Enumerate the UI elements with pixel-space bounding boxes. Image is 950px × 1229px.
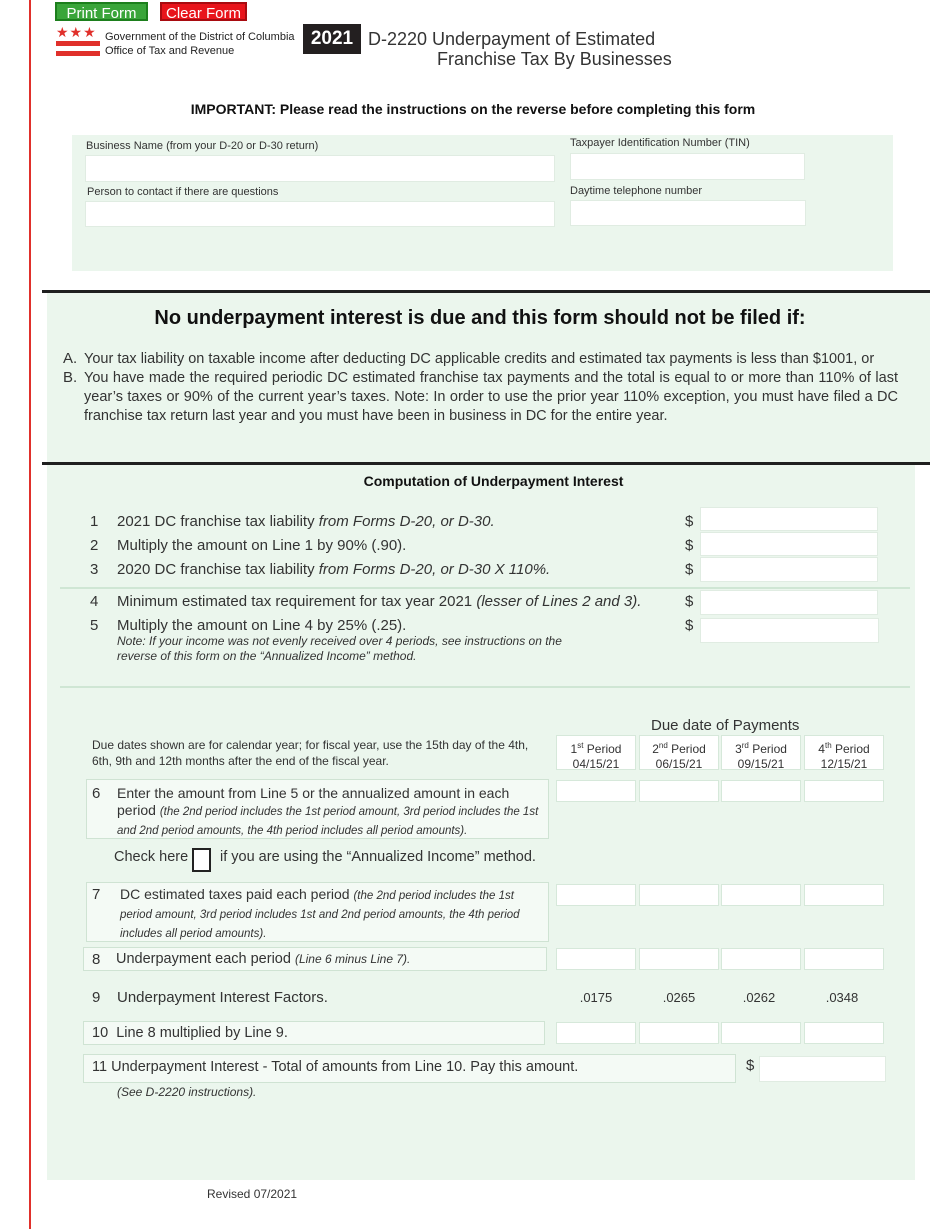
line-10-period-1-output[interactable] <box>556 1022 636 1044</box>
line-6-number: 6 <box>92 785 101 802</box>
clear-form-button[interactable]: Clear Form <box>160 2 247 21</box>
period-1-label: Period <box>583 742 622 756</box>
interest-factor-period-3: .0262 <box>742 990 776 1005</box>
tin-label: Taxpayer Identification Number (TIN) <box>570 137 750 149</box>
line-6-period-1-input[interactable] <box>556 780 636 802</box>
line-11-label: Underpayment Interest - Total of amounts from Line 10. Pay this amount. <box>111 1059 579 1075</box>
period-3-date: 09/15/21 <box>737 757 785 771</box>
line-5-text: Multiply the amount on Line 4 by 25% (.25). <box>117 617 407 634</box>
period-4-suffix: th <box>824 741 832 750</box>
line-6-period-3-input[interactable] <box>721 780 801 802</box>
line-4-source: (lesser of Lines 2 and 3). <box>476 593 642 610</box>
fiscal-year-note: Due dates shown are for calendar year; for fiscal year, use the 15th day of the 4th, 6th, 9th and 12th months after the end of the fiscal year. <box>92 738 529 768</box>
line-10-number: 10 <box>92 1025 109 1041</box>
important-notice: IMPORTANT: Please read the instructions on the reverse before completing this form <box>190 101 756 117</box>
line-6-note: (the 2nd period includes the 1st period amount, 3rd period includes the 1st and 2nd period amounts, the 4th period includes all period amounts). <box>117 806 539 837</box>
revision-date: Revised 07/2021 <box>207 1187 298 1201</box>
line-1-number: 1 <box>90 513 99 530</box>
line-9-number: 9 <box>92 989 101 1006</box>
line-2-input[interactable] <box>700 532 878 556</box>
line-3-label: 2020 DC franchise tax liability <box>117 561 319 578</box>
period-4-ordinal: 4 <box>818 742 825 756</box>
agency-name <box>105 30 295 58</box>
form-subtitle: Franchise Tax By Businesses <box>437 49 672 69</box>
period-2-header <box>639 735 719 770</box>
line-5-input[interactable] <box>700 618 879 643</box>
period-4-header <box>804 735 884 770</box>
line-5-number: 5 <box>90 617 99 634</box>
period-1-header <box>556 735 636 770</box>
phone-input[interactable] <box>570 200 806 226</box>
period-2-ordinal: 2 <box>652 742 659 756</box>
line-7-period-4-input[interactable] <box>804 884 884 906</box>
line-11-note: (See D-2220 instructions). <box>117 1085 257 1099</box>
period-4-label: Period <box>831 742 870 756</box>
form-title: D-2220 Underpayment of Estimated <box>368 29 656 49</box>
line-11-total-input[interactable] <box>759 1056 886 1082</box>
line-7-period-2-input[interactable] <box>639 884 719 906</box>
line-6-label: Enter the amount from Line 5 or the annualized amount in each period <box>117 785 510 818</box>
check-here-label: Check here <box>114 849 189 865</box>
line-7-number: 7 <box>92 886 101 903</box>
line-1-label: 2021 DC franchise tax liability <box>117 513 319 530</box>
line-2-text: Multiply the amount on Line 1 by 90% (.90). <box>117 537 407 554</box>
dc-flag-stars-icon: ★★★ <box>56 24 97 40</box>
due-date-header: Due date of Payments <box>651 717 800 734</box>
divider <box>60 686 910 688</box>
period-2-suffix: nd <box>658 741 668 750</box>
item-a-text: Your tax liability on taxable income after deducting DC applicable credits and estimated tax payments is less than $1001, or <box>84 351 875 367</box>
line-10-period-3-output[interactable] <box>721 1022 801 1044</box>
business-name-label: Business Name (from your D-20 or D-30 return) <box>86 140 319 152</box>
line-7-text <box>120 886 530 943</box>
line-8-period-3-output[interactable] <box>721 948 801 970</box>
period-1-suffix: st <box>577 741 584 750</box>
line-6-period-4-input[interactable] <box>804 780 884 802</box>
line-8-text <box>116 951 410 967</box>
line-4-label: Minimum estimated tax requirement for tax year 2021 <box>117 593 477 610</box>
phone-label: Daytime telephone number <box>570 185 703 197</box>
annualized-income-checkbox[interactable] <box>192 848 211 872</box>
line-10-period-4-output[interactable] <box>804 1022 884 1044</box>
business-name-input[interactable] <box>85 155 555 182</box>
line-2-number: 2 <box>90 537 99 554</box>
dollar-sign: $ <box>685 561 694 578</box>
line-11-number: 11 <box>92 1059 108 1075</box>
dollar-sign: $ <box>685 537 694 554</box>
line-8-period-1-output[interactable] <box>556 948 636 970</box>
dc-flag-bar-icon <box>56 51 100 56</box>
line-8-period-2-output[interactable] <box>639 948 719 970</box>
line-8-number: 8 <box>92 951 101 968</box>
interest-factor-period-4: .0348 <box>825 990 859 1005</box>
line-7-label: DC estimated taxes paid each period <box>120 886 350 902</box>
dollar-sign: $ <box>685 513 694 530</box>
period-1-date: 04/15/21 <box>572 757 620 771</box>
print-form-button[interactable]: Print Form <box>55 2 148 21</box>
line-11-text <box>92 1059 578 1075</box>
agency-line-1: Government of the District of Columbia <box>105 31 295 43</box>
line-3-number: 3 <box>90 561 99 578</box>
line-4-number: 4 <box>90 593 99 610</box>
dc-flag-bar-icon <box>56 41 100 46</box>
period-2-label: Period <box>667 742 706 756</box>
dollar-sign: $ <box>746 1057 755 1074</box>
line-7-period-3-input[interactable] <box>721 884 801 906</box>
item-b-text: You have made the required periodic DC estimated franchise tax payments and the total is equal to or more than 110% of last year’s taxes or 90% of the current year’s taxes. Note: In order to use the prior year 110% exception, you must have filed a DC franchise tax return last year and you must have been in business in DC for the entire year. <box>84 370 898 424</box>
interest-factor-period-1: .0175 <box>579 990 613 1005</box>
line-6-text <box>117 785 545 840</box>
line-7-note: (the 2nd period includes the 1st period amount, 3rd period includes 1st and 2nd period amounts, the 4th period includes all period amounts). <box>120 890 520 940</box>
form-year: 2021 <box>303 24 361 54</box>
check-here-description: if you are using the “Annualized Income” method. <box>220 849 536 865</box>
computation-heading: Computation of Underpayment Interest <box>363 473 624 489</box>
line-8-note: (Line 6 minus Line 7). <box>294 952 411 966</box>
contact-input[interactable] <box>85 201 555 227</box>
period-4-date: 12/15/21 <box>820 757 868 771</box>
line-5-note: Note: If your income was not evenly received over 4 periods, see instructions on the reverse of this form on the “Annualized Income” method. <box>117 634 562 663</box>
line-8-period-4-output[interactable] <box>804 948 884 970</box>
line-10-label: Line 8 multiplied by Line 9. <box>116 1025 288 1041</box>
divider <box>60 587 910 589</box>
dollar-sign: $ <box>685 617 694 634</box>
line-8-label: Underpayment each period <box>116 951 295 967</box>
line-3-source: from Forms D-20, or D-30 X 110%. <box>318 561 551 578</box>
period-1-ordinal: 1 <box>570 742 578 756</box>
period-2-date: 06/15/21 <box>655 757 703 771</box>
page-margin-line <box>29 0 31 1229</box>
line-10-period-2-output[interactable] <box>639 1022 719 1044</box>
line-9-text: Underpayment Interest Factors. <box>117 989 328 1006</box>
line-3-text <box>117 561 550 578</box>
period-3-ordinal: 3 <box>735 742 742 756</box>
line-3-input[interactable] <box>700 557 878 582</box>
line-4-input[interactable] <box>700 590 878 615</box>
dollar-sign: $ <box>685 593 694 610</box>
contact-label: Person to contact if there are questions <box>87 186 279 198</box>
period-3-label: Period <box>748 742 787 756</box>
period-3-suffix: rd <box>741 741 749 750</box>
period-3-header <box>721 735 801 770</box>
exemption-heading: No underpayment interest is due and this form should not be filed if: <box>154 307 806 329</box>
line-6-period-2-input[interactable] <box>639 780 719 802</box>
tin-input[interactable] <box>570 153 805 180</box>
interest-factor-period-2: .0265 <box>662 990 696 1005</box>
line-10-text <box>92 1025 288 1041</box>
line-1-input[interactable] <box>700 507 878 531</box>
item-a-letter: A. <box>63 350 78 367</box>
line-1-source: from Forms D-20, or D-30. <box>318 513 495 530</box>
line-4-text <box>117 593 641 610</box>
item-b-letter: B. <box>63 369 78 386</box>
agency-line-2: Office of Tax and Revenue <box>105 45 235 57</box>
line-1-text <box>117 513 495 530</box>
line-7-period-1-input[interactable] <box>556 884 636 906</box>
